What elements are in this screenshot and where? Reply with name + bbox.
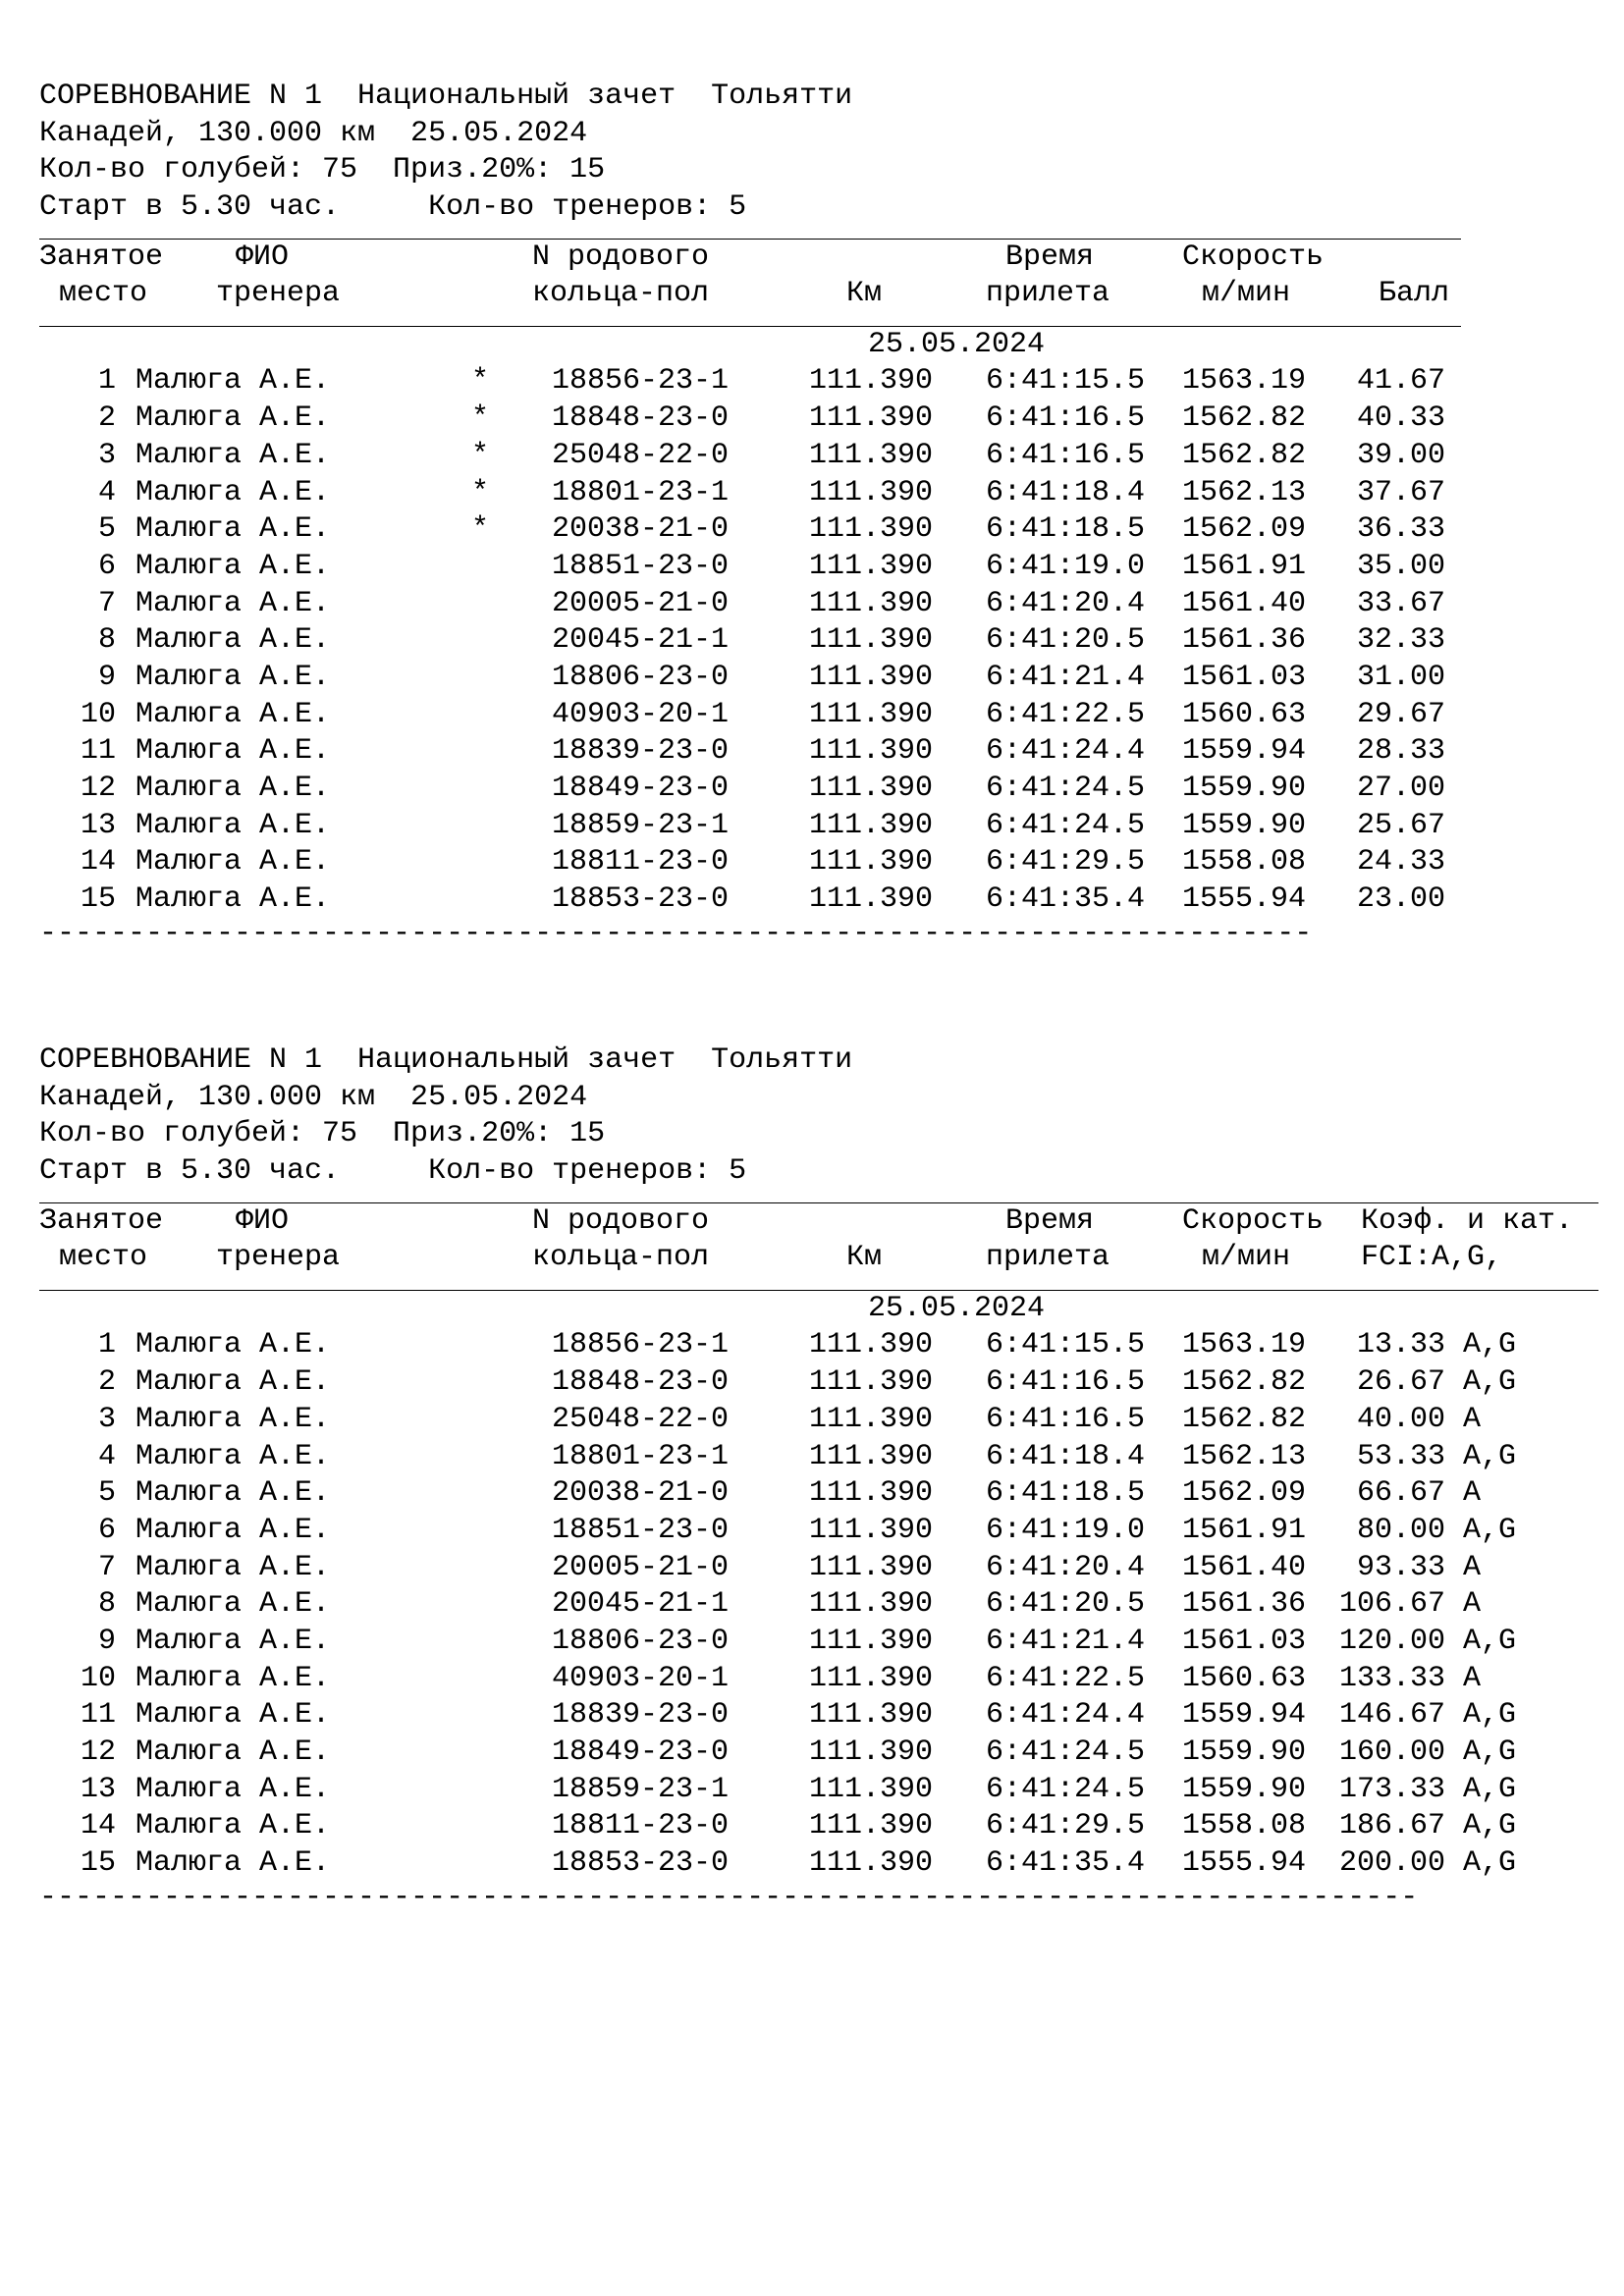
cell-coef-category: 13.33 A,G bbox=[1339, 1328, 1517, 1362]
cell-trainer: Малюга А.Е. bbox=[135, 734, 331, 769]
cell-trainer: Малюга А.Е. bbox=[135, 1439, 331, 1473]
cell-time: 6:41:35.4 bbox=[986, 1846, 1146, 1881]
col-time-header-2: прилета bbox=[986, 277, 1110, 311]
cell-ring: 18856-23-1 bbox=[552, 364, 730, 399]
cell-time: 6:41:18.4 bbox=[986, 475, 1146, 509]
cell-time: 6:41:29.5 bbox=[986, 845, 1146, 880]
col-ring-header: N родового bbox=[532, 1203, 710, 1238]
cell-trainer: Малюга А.Е. bbox=[135, 1550, 331, 1584]
cell-trainer: Малюга А.Е. bbox=[135, 475, 331, 509]
cell-ring: 18811-23-0 bbox=[552, 1809, 730, 1843]
table-row bbox=[39, 1402, 1598, 1439]
cell-speed: 1562.13 bbox=[1182, 1439, 1307, 1473]
cell-time: 6:41:20.5 bbox=[986, 1587, 1146, 1622]
cell-km: 111.390 bbox=[809, 1476, 934, 1511]
cell-trainer: Малюга А.Е. bbox=[135, 882, 331, 917]
cell-speed: 1559.94 bbox=[1182, 1698, 1307, 1733]
cell-place: 2 bbox=[97, 1365, 116, 1400]
cell-coef-category: 160.00 A,G bbox=[1339, 1735, 1517, 1769]
cell-place: 3 bbox=[97, 1402, 116, 1436]
competition-title: СОРЕВНОВАНИЕ N 1 Национальный зачет Тольятти bbox=[39, 80, 853, 113]
cell-trainer: Малюга А.Е. bbox=[135, 1587, 331, 1622]
cell-speed: 1559.90 bbox=[1182, 1735, 1307, 1769]
table-row bbox=[39, 622, 1461, 660]
table-row bbox=[39, 363, 1461, 400]
cell-place: 6 bbox=[97, 549, 116, 583]
cell-points: 36.33 bbox=[1357, 512, 1446, 547]
cell-points: 35.00 bbox=[1357, 549, 1446, 583]
cell-km: 111.390 bbox=[809, 1587, 934, 1622]
cell-ring: 25048-22-0 bbox=[552, 1402, 730, 1436]
cell-speed: 1562.82 bbox=[1182, 1365, 1307, 1400]
cell-trainer: Малюга А.Е. bbox=[135, 401, 331, 436]
cell-points: 32.33 bbox=[1357, 623, 1446, 658]
cell-km: 111.390 bbox=[809, 586, 934, 620]
cell-place: 7 bbox=[97, 1550, 116, 1584]
table-row bbox=[39, 1845, 1598, 1883]
cell-km: 111.390 bbox=[809, 549, 934, 583]
table-row bbox=[39, 771, 1461, 808]
competition-title: СОРЕВНОВАНИЕ N 1 Национальный зачет Тольятти bbox=[39, 1043, 853, 1077]
table-row bbox=[39, 1439, 1598, 1476]
cell-km: 111.390 bbox=[809, 512, 934, 547]
cell-place: 9 bbox=[97, 660, 116, 694]
report-header bbox=[39, 1042, 1598, 1191]
cell-km: 111.390 bbox=[809, 1328, 934, 1362]
cell-trainer: Малюга А.Е. bbox=[135, 623, 331, 658]
cell-trainer: Малюга А.Е. bbox=[135, 1846, 331, 1881]
cell-place: 9 bbox=[97, 1624, 116, 1658]
cell-trainer: Малюга А.Е. bbox=[135, 1772, 331, 1806]
cell-speed: 1560.63 bbox=[1182, 1661, 1307, 1695]
cell-place: 12 bbox=[80, 772, 116, 805]
cell-ring: 18859-23-1 bbox=[552, 1772, 730, 1806]
cell-trainer: Малюга А.Е. bbox=[135, 1698, 331, 1733]
cell-place: 10 bbox=[80, 1661, 116, 1695]
cell-mark: * bbox=[471, 438, 490, 472]
cell-time: 6:41:15.5 bbox=[986, 364, 1146, 399]
cell-coef-category: 80.00 A,G bbox=[1339, 1513, 1517, 1547]
cell-trainer: Малюга А.Е. bbox=[135, 364, 331, 399]
cell-coef-category: 40.00 A bbox=[1339, 1402, 1482, 1436]
cell-speed: 1562.82 bbox=[1182, 1402, 1307, 1436]
col-coef-header: Коэф. и кат. bbox=[1361, 1203, 1574, 1238]
cell-trainer: Малюга А.Е. bbox=[135, 1661, 331, 1695]
cell-trainer: Малюга А.Е. bbox=[135, 549, 331, 583]
cell-place: 14 bbox=[80, 1809, 116, 1843]
cell-ring: 18849-23-0 bbox=[552, 1735, 730, 1769]
cell-speed: 1561.03 bbox=[1182, 660, 1307, 694]
cell-points: 41.67 bbox=[1357, 364, 1446, 399]
start-info: Старт в 5.30 час. Кол-во тренеров: 5 bbox=[39, 190, 747, 225]
cell-points: 33.67 bbox=[1357, 586, 1446, 620]
cell-points: 28.33 bbox=[1357, 734, 1446, 769]
cell-km: 111.390 bbox=[809, 845, 934, 880]
col-points-header-2: Балл bbox=[1379, 277, 1450, 311]
birds-count: Кол-во голубей: 75 Приз.20%: 15 bbox=[39, 153, 606, 187]
cell-speed: 1561.40 bbox=[1182, 1550, 1307, 1584]
cell-km: 111.390 bbox=[809, 660, 934, 694]
cell-ring: 20038-21-0 bbox=[552, 512, 730, 547]
cell-speed: 1560.63 bbox=[1182, 697, 1307, 731]
col-speed-header: Скорость bbox=[1182, 1203, 1325, 1238]
cell-mark: * bbox=[471, 401, 490, 436]
cell-speed: 1561.03 bbox=[1182, 1624, 1307, 1658]
cell-place: 11 bbox=[80, 1698, 116, 1733]
cell-trainer: Малюга А.Е. bbox=[135, 697, 331, 731]
cell-km: 111.390 bbox=[809, 882, 934, 917]
cell-trainer: Малюга А.Е. bbox=[135, 845, 331, 880]
cell-trainer: Малюга А.Е. bbox=[135, 1365, 331, 1400]
cell-speed: 1562.09 bbox=[1182, 512, 1307, 547]
cell-coef-category: 66.67 A bbox=[1339, 1476, 1482, 1511]
table-row bbox=[39, 1808, 1598, 1845]
table-row bbox=[39, 1475, 1598, 1513]
cell-speed: 1561.91 bbox=[1182, 549, 1307, 583]
cell-speed: 1559.94 bbox=[1182, 734, 1307, 769]
cell-coef-category: 173.33 A,G bbox=[1339, 1772, 1517, 1806]
cell-trainer: Малюга А.Е. bbox=[135, 808, 331, 842]
cell-coef-category: 146.67 A,G bbox=[1339, 1698, 1517, 1733]
cell-place: 8 bbox=[97, 623, 116, 658]
col-name-header: ФИО bbox=[236, 1203, 290, 1238]
cell-place: 15 bbox=[80, 882, 116, 917]
table-row bbox=[39, 549, 1461, 586]
cell-coef-category: 120.00 A,G bbox=[1339, 1624, 1517, 1658]
cell-place: 1 bbox=[97, 1328, 116, 1362]
cell-ring: 25048-22-0 bbox=[552, 438, 730, 472]
col-km-header: Км bbox=[846, 277, 883, 311]
table-row bbox=[39, 1550, 1598, 1587]
cell-ring: 18848-23-0 bbox=[552, 1365, 730, 1400]
flight-date-text: 25.05.2024 bbox=[868, 1291, 1046, 1325]
cell-time: 6:41:16.5 bbox=[986, 401, 1146, 436]
race-report-points bbox=[39, 79, 1461, 948]
col-ring-header-2: кольца-пол bbox=[532, 1241, 710, 1275]
cell-ring: 20005-21-0 bbox=[552, 1550, 730, 1584]
cell-points: 29.67 bbox=[1357, 697, 1446, 731]
cell-place: 11 bbox=[80, 734, 116, 769]
cell-place: 13 bbox=[80, 1772, 116, 1806]
cell-ring: 18849-23-0 bbox=[552, 772, 730, 805]
cell-place: 13 bbox=[80, 808, 116, 842]
cell-place: 4 bbox=[97, 1439, 116, 1473]
cell-points: 24.33 bbox=[1357, 845, 1446, 880]
table-row bbox=[39, 1586, 1598, 1624]
cell-trainer: Малюга А.Е. bbox=[135, 1513, 331, 1547]
cell-speed: 1562.82 bbox=[1182, 401, 1307, 436]
cell-km: 111.390 bbox=[809, 1624, 934, 1658]
cell-km: 111.390 bbox=[809, 364, 934, 399]
release-point: Канадей, 130.000 км 25.05.2024 bbox=[39, 1080, 588, 1114]
cell-place: 2 bbox=[97, 401, 116, 436]
cell-trainer: Малюга А.Е. bbox=[135, 772, 331, 805]
table-header bbox=[39, 240, 1461, 314]
col-place-header-2: место bbox=[59, 1241, 148, 1275]
table-header bbox=[39, 1203, 1598, 1278]
cell-points: 23.00 bbox=[1357, 882, 1446, 917]
cell-ring: 18851-23-0 bbox=[552, 1513, 730, 1547]
report-header bbox=[39, 79, 1461, 227]
cell-time: 6:41:21.4 bbox=[986, 1624, 1146, 1658]
cell-place: 3 bbox=[97, 438, 116, 472]
cell-mark: * bbox=[471, 512, 490, 547]
col-name-header: ФИО bbox=[236, 240, 290, 274]
cell-ring: 18801-23-1 bbox=[552, 475, 730, 509]
table-row bbox=[39, 475, 1461, 512]
cell-time: 6:41:19.0 bbox=[986, 1513, 1146, 1547]
col-place-header-2: место bbox=[59, 277, 148, 311]
cell-place: 15 bbox=[80, 1846, 116, 1881]
col-speed-header-2: м/мин bbox=[1202, 1241, 1291, 1275]
table-row bbox=[39, 1661, 1598, 1698]
table-end-dashes: ------------------------------------------------------------------------ bbox=[39, 918, 1313, 948]
cell-trainer: Малюга А.Е. bbox=[135, 1402, 331, 1436]
table-row bbox=[39, 733, 1461, 771]
cell-km: 111.390 bbox=[809, 1772, 934, 1806]
cell-ring: 18806-23-0 bbox=[552, 1624, 730, 1658]
col-speed-header: Скорость bbox=[1182, 240, 1325, 274]
cell-ring: 20038-21-0 bbox=[552, 1476, 730, 1511]
cell-trainer: Малюга А.Е. bbox=[135, 438, 331, 472]
race-report-coefficients bbox=[39, 1042, 1598, 1912]
table-row bbox=[39, 438, 1461, 475]
cell-coef-category: 53.33 A,G bbox=[1339, 1439, 1517, 1473]
cell-ring: 40903-20-1 bbox=[552, 697, 730, 731]
cell-km: 111.390 bbox=[809, 808, 934, 842]
cell-mark: * bbox=[471, 475, 490, 509]
cell-speed: 1558.08 bbox=[1182, 845, 1307, 880]
cell-time: 6:41:24.5 bbox=[986, 808, 1146, 842]
table-row bbox=[39, 1735, 1598, 1772]
cell-trainer: Малюга А.Е. bbox=[135, 660, 331, 694]
cell-ring: 18848-23-0 bbox=[552, 401, 730, 436]
cell-km: 111.390 bbox=[809, 438, 934, 472]
release-point: Канадей, 130.000 км 25.05.2024 bbox=[39, 116, 588, 150]
cell-km: 111.390 bbox=[809, 401, 934, 436]
cell-points: 25.67 bbox=[1357, 808, 1446, 842]
cell-speed: 1559.90 bbox=[1182, 808, 1307, 842]
cell-time: 6:41:20.4 bbox=[986, 1550, 1146, 1584]
cell-ring: 18856-23-1 bbox=[552, 1328, 730, 1362]
cell-time: 6:41:35.4 bbox=[986, 882, 1146, 917]
cell-points: 40.33 bbox=[1357, 401, 1446, 436]
cell-speed: 1562.82 bbox=[1182, 438, 1307, 472]
cell-speed: 1555.94 bbox=[1182, 882, 1307, 917]
cell-coef-category: 133.33 A bbox=[1339, 1661, 1482, 1695]
cell-time: 6:41:18.5 bbox=[986, 1476, 1146, 1511]
cell-ring: 18853-23-0 bbox=[552, 882, 730, 917]
cell-trainer: Малюга А.Е. bbox=[135, 1328, 331, 1362]
table-row bbox=[39, 1513, 1598, 1550]
cell-speed: 1561.36 bbox=[1182, 1587, 1307, 1622]
table-row bbox=[39, 511, 1461, 549]
table-row bbox=[39, 1364, 1598, 1402]
col-km-header: Км bbox=[846, 1241, 883, 1275]
cell-speed: 1561.36 bbox=[1182, 623, 1307, 658]
cell-km: 111.390 bbox=[809, 1439, 934, 1473]
col-speed-header-2: м/мин bbox=[1202, 277, 1291, 311]
cell-place: 10 bbox=[80, 697, 116, 731]
cell-place: 5 bbox=[97, 1476, 116, 1511]
table-row bbox=[39, 881, 1461, 919]
table-row bbox=[39, 1772, 1598, 1809]
cell-time: 6:41:29.5 bbox=[986, 1809, 1146, 1843]
cell-time: 6:41:22.5 bbox=[986, 1661, 1146, 1695]
cell-km: 111.390 bbox=[809, 1735, 934, 1769]
cell-km: 111.390 bbox=[809, 1513, 934, 1547]
cell-speed: 1562.13 bbox=[1182, 475, 1307, 509]
col-name-header-2: тренера bbox=[216, 277, 341, 311]
cell-coef-category: 200.00 A,G bbox=[1339, 1846, 1517, 1881]
cell-coef-category: 93.33 A bbox=[1339, 1550, 1482, 1584]
col-coef-header-2: FCI:A,G, bbox=[1361, 1241, 1503, 1275]
cell-ring: 20005-21-0 bbox=[552, 586, 730, 620]
cell-trainer: Малюга А.Е. bbox=[135, 1809, 331, 1843]
cell-place: 1 bbox=[97, 364, 116, 399]
cell-mark: * bbox=[471, 364, 490, 399]
cell-coef-category: 26.67 A,G bbox=[1339, 1365, 1517, 1400]
col-ring-header-2: кольца-пол bbox=[532, 277, 710, 311]
cell-km: 111.390 bbox=[809, 1661, 934, 1695]
cell-points: 31.00 bbox=[1357, 660, 1446, 694]
cell-place: 8 bbox=[97, 1587, 116, 1622]
cell-time: 6:41:22.5 bbox=[986, 697, 1146, 731]
results-table bbox=[39, 1327, 1598, 1882]
cell-speed: 1563.19 bbox=[1182, 1328, 1307, 1362]
cell-ring: 20045-21-1 bbox=[552, 623, 730, 658]
cell-trainer: Малюга А.Е. bbox=[135, 1476, 331, 1511]
table-row bbox=[39, 697, 1461, 734]
cell-ring: 18853-23-0 bbox=[552, 1846, 730, 1881]
cell-km: 111.390 bbox=[809, 734, 934, 769]
flight-date bbox=[39, 1291, 1598, 1328]
cell-time: 6:41:16.5 bbox=[986, 1402, 1146, 1436]
cell-time: 6:41:20.4 bbox=[986, 586, 1146, 620]
table-row bbox=[39, 1697, 1598, 1735]
cell-time: 6:41:24.5 bbox=[986, 1772, 1146, 1806]
col-name-header-2: тренера bbox=[216, 1241, 341, 1275]
birds-count: Кол-во голубей: 75 Приз.20%: 15 bbox=[39, 1117, 606, 1151]
cell-km: 111.390 bbox=[809, 1365, 934, 1400]
cell-ring: 40903-20-1 bbox=[552, 1661, 730, 1695]
cell-time: 6:41:21.4 bbox=[986, 660, 1146, 694]
cell-place: 7 bbox=[97, 586, 116, 620]
table-row bbox=[39, 660, 1461, 697]
cell-trainer: Малюга А.Е. bbox=[135, 1735, 331, 1769]
cell-place: 12 bbox=[80, 1735, 116, 1769]
col-ring-header: N родового bbox=[532, 240, 710, 274]
table-row bbox=[39, 1327, 1598, 1364]
col-place-header: Занятое bbox=[39, 240, 164, 274]
cell-speed: 1561.40 bbox=[1182, 586, 1307, 620]
cell-time: 6:41:24.5 bbox=[986, 772, 1146, 805]
cell-speed: 1558.08 bbox=[1182, 1809, 1307, 1843]
table-end-dashes: ------------------------------------------------------------------------------ bbox=[39, 1882, 1419, 1912]
cell-km: 111.390 bbox=[809, 475, 934, 509]
cell-ring: 18839-23-0 bbox=[552, 734, 730, 769]
col-place-header: Занятое bbox=[39, 1203, 164, 1238]
cell-speed: 1563.19 bbox=[1182, 364, 1307, 399]
cell-trainer: Малюга А.Е. bbox=[135, 512, 331, 547]
cell-ring: 18851-23-0 bbox=[552, 549, 730, 583]
cell-km: 111.390 bbox=[809, 1809, 934, 1843]
cell-speed: 1559.90 bbox=[1182, 772, 1307, 805]
cell-ring: 18811-23-0 bbox=[552, 845, 730, 880]
col-time-header: Время bbox=[1005, 240, 1095, 274]
cell-km: 111.390 bbox=[809, 1846, 934, 1881]
cell-km: 111.390 bbox=[809, 1402, 934, 1436]
cell-points: 27.00 bbox=[1357, 772, 1446, 805]
flight-date bbox=[39, 327, 1461, 364]
cell-km: 111.390 bbox=[809, 623, 934, 658]
cell-points: 37.67 bbox=[1357, 475, 1446, 509]
cell-ring: 18839-23-0 bbox=[552, 1698, 730, 1733]
cell-ring: 20045-21-1 bbox=[552, 1587, 730, 1622]
col-time-header: Время bbox=[1005, 1203, 1095, 1238]
cell-time: 6:41:20.5 bbox=[986, 623, 1146, 658]
start-info: Старт в 5.30 час. Кол-во тренеров: 5 bbox=[39, 1154, 747, 1189]
cell-time: 6:41:18.4 bbox=[986, 1439, 1146, 1473]
table-row bbox=[39, 844, 1461, 881]
cell-speed: 1562.09 bbox=[1182, 1476, 1307, 1511]
cell-time: 6:41:19.0 bbox=[986, 549, 1146, 583]
cell-speed: 1555.94 bbox=[1182, 1846, 1307, 1881]
cell-place: 14 bbox=[80, 845, 116, 880]
table-row bbox=[39, 586, 1461, 623]
cell-place: 6 bbox=[97, 1513, 116, 1547]
cell-time: 6:41:24.4 bbox=[986, 734, 1146, 769]
cell-time: 6:41:18.5 bbox=[986, 512, 1146, 547]
col-time-header-2: прилета bbox=[986, 1241, 1110, 1275]
cell-speed: 1559.90 bbox=[1182, 1772, 1307, 1806]
table-row bbox=[39, 808, 1461, 845]
table-row bbox=[39, 400, 1461, 438]
cell-trainer: Малюга А.Е. bbox=[135, 1624, 331, 1658]
cell-time: 6:41:15.5 bbox=[986, 1328, 1146, 1362]
cell-ring: 18806-23-0 bbox=[552, 660, 730, 694]
cell-ring: 18801-23-1 bbox=[552, 1439, 730, 1473]
cell-time: 6:41:16.5 bbox=[986, 438, 1146, 472]
cell-ring: 18859-23-1 bbox=[552, 808, 730, 842]
cell-time: 6:41:24.5 bbox=[986, 1735, 1146, 1769]
cell-points: 39.00 bbox=[1357, 438, 1446, 472]
flight-date-text: 25.05.2024 bbox=[868, 327, 1046, 361]
cell-km: 111.390 bbox=[809, 1550, 934, 1584]
cell-speed: 1561.91 bbox=[1182, 1513, 1307, 1547]
cell-place: 4 bbox=[97, 475, 116, 509]
cell-km: 111.390 bbox=[809, 697, 934, 731]
cell-km: 111.390 bbox=[809, 1698, 934, 1733]
cell-km: 111.390 bbox=[809, 772, 934, 805]
cell-trainer: Малюга А.Е. bbox=[135, 586, 331, 620]
cell-time: 6:41:24.4 bbox=[986, 1698, 1146, 1733]
cell-coef-category: 186.67 A,G bbox=[1339, 1809, 1517, 1843]
cell-coef-category: 106.67 A bbox=[1339, 1587, 1482, 1622]
cell-time: 6:41:16.5 bbox=[986, 1365, 1146, 1400]
results-table bbox=[39, 363, 1461, 918]
table-row bbox=[39, 1624, 1598, 1661]
cell-place: 5 bbox=[97, 512, 116, 547]
